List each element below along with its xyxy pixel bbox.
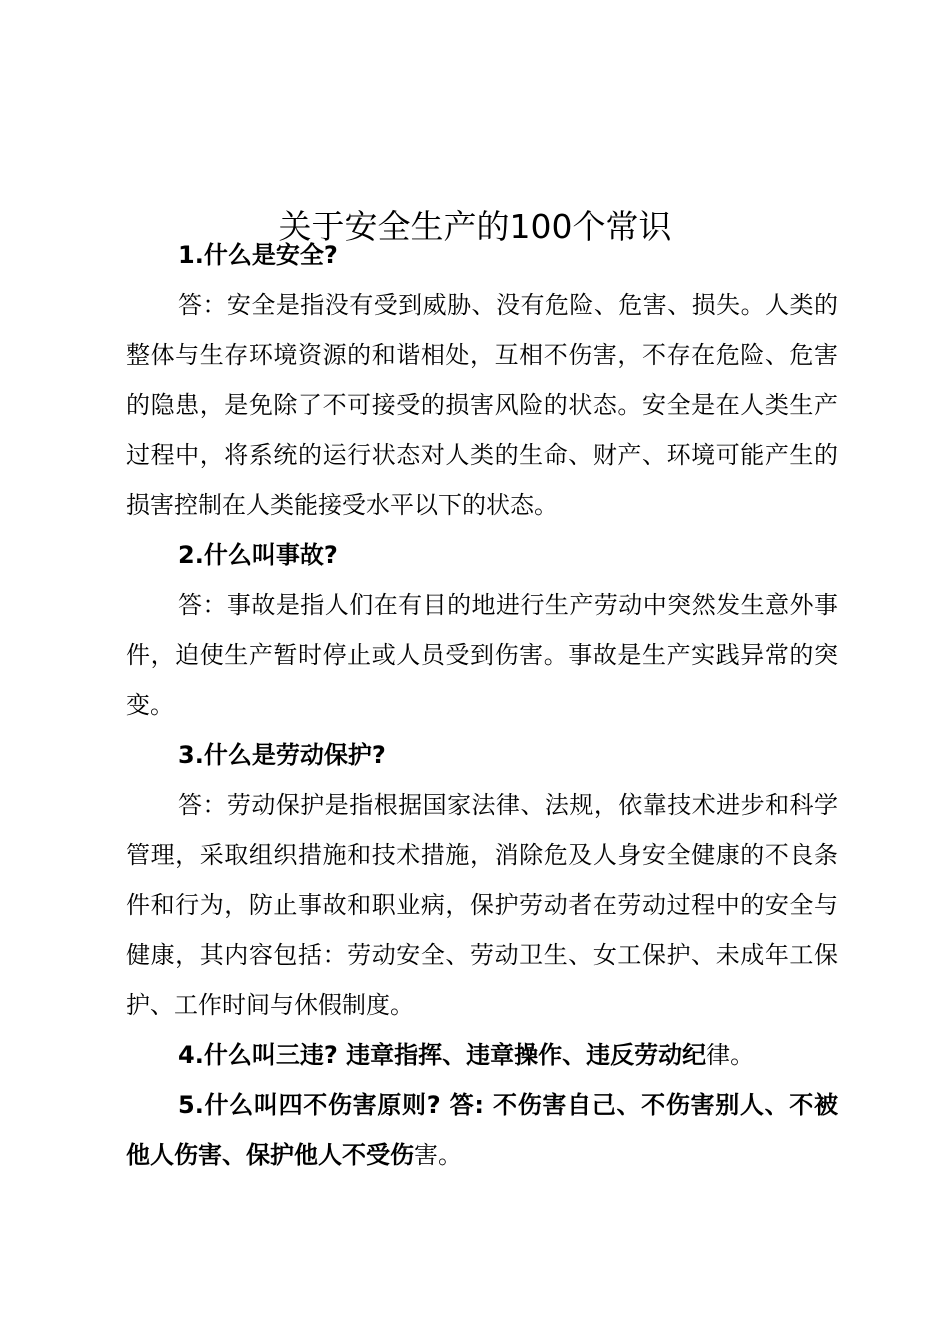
answer-2: 答：事故是指人们在有目的地进行生产劳动中突然发生意外事件，迫使生产暂时停止或人员受到伤害。事故是生产实践异常的突变。 bbox=[126, 591, 838, 719]
question-5-tail: 害。 bbox=[414, 1141, 462, 1169]
question-4-tail: 律。 bbox=[706, 1041, 755, 1069]
question-3: 3.什么是劳动保护? bbox=[178, 741, 386, 769]
document-body bbox=[126, 230, 838, 1180]
question-1: 1.什么是安全? bbox=[178, 241, 338, 269]
question-5-bold: 5.什么叫四不伤害原则? 答: 不伤害自己、不伤害别人、不被他人伤害、保护他人不受伤 bbox=[126, 1091, 838, 1169]
question-2: 2.什么叫事故? bbox=[178, 541, 338, 569]
answer-1: 答：安全是指没有受到威胁、没有危险、危害、损失。人类的整体与生存环境资源的和谐相处，互相不伤害，不存在危险、危害的隐患，是免除了不可接受的损害风险的状态。安全是在人类生产过程中，将系统的运行状态对人类的生命、财产、环境可能产生的损害控制在人类能接受水平以下的状态。 bbox=[126, 291, 838, 519]
question-4 bbox=[126, 1030, 838, 1080]
question-4-bold: 4.什么叫三违? 违章指挥、违章操作、违反劳动纪 bbox=[178, 1041, 707, 1069]
page-title: 关于安全生产的100个常识 bbox=[278, 207, 672, 247]
question-5 bbox=[126, 1080, 838, 1180]
answer-3: 答：劳动保护是指根据国家法律、法规，依靠技术进步和科学管理，采取组织措施和技术措施，消除危及人身安全健康的不良条件和行为，防止事故和职业病，保护劳动者在劳动过程中的安全与健康，其内容包括：劳动安全、劳动卫生、女工保护、未成年工保护、工作时间与休假制度。 bbox=[126, 791, 838, 1019]
